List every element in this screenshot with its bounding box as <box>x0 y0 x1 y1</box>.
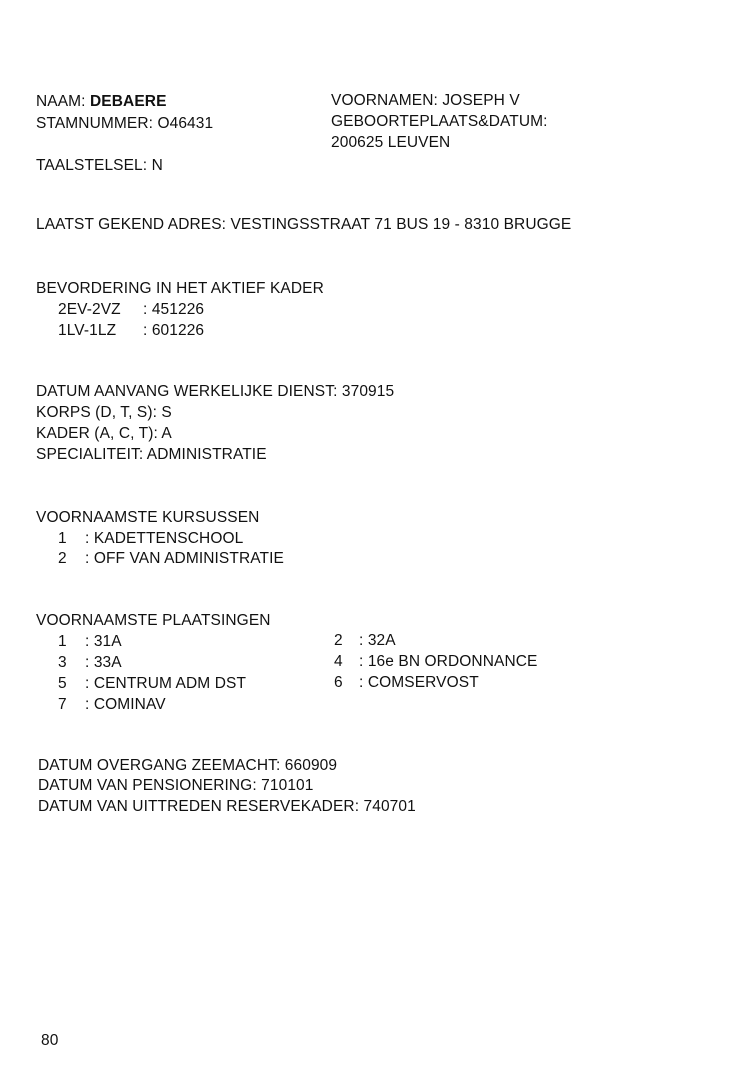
datum-pensionering: DATUM VAN PENSIONERING: 710101 <box>38 777 314 794</box>
plaatsing-text: : 16e BN ORDONNANCE <box>359 653 538 670</box>
plaatsing-num: 6 <box>334 674 343 691</box>
voornamen: VOORNAMEN: JOSEPH V <box>331 92 520 109</box>
plaatsing-text: : 32A <box>359 632 396 649</box>
geboorte-value: 200625 LEUVEN <box>331 134 451 151</box>
kursussen-title: VOORNAAMSTE KURSUSSEN <box>36 509 260 526</box>
bevordering-title: BEVORDERING IN HET AKTIEF KADER <box>36 280 324 297</box>
naam-label: NAAM: <box>36 93 86 110</box>
plaatsing-num: 3 <box>58 654 67 671</box>
plaatsing-num: 1 <box>58 633 67 650</box>
korps: KORPS (D, T, S): S <box>36 404 172 421</box>
bevordering-date: : 451226 <box>143 301 205 318</box>
kursus-text: : OFF VAN ADMINISTRATIE <box>85 550 284 567</box>
plaatsing-num: 4 <box>334 653 343 670</box>
bevordering-date: : 601226 <box>143 322 205 339</box>
plaatsing-text: : COMINAV <box>85 696 166 713</box>
kursus-text: : KADETTENSCHOOL <box>85 530 244 547</box>
datum-aanvang: DATUM AANVANG WERKELIJKE DIENST: 370915 <box>36 383 395 400</box>
plaatsing-num: 2 <box>334 632 343 649</box>
taalstelsel: TAALSTELSEL: N <box>36 157 163 174</box>
naam-line <box>36 92 167 112</box>
geboorte-label: GEBOORTEPLAATS&DATUM: <box>331 113 548 130</box>
plaatsingen-title: VOORNAAMSTE PLAATSINGEN <box>36 612 271 629</box>
datum-zeemacht: DATUM OVERGANG ZEEMACHT: 660909 <box>38 757 338 774</box>
kursus-num: 1 <box>58 530 67 547</box>
bevordering-rank: 2EV-2VZ <box>58 301 121 318</box>
stamnummer: STAMNUMMER: O46431 <box>36 115 214 132</box>
kursus-num: 2 <box>58 550 67 567</box>
naam-value: DEBAERE <box>90 93 167 110</box>
bevordering-rank: 1LV-1LZ <box>58 322 117 339</box>
plaatsing-text: : 33A <box>85 654 122 671</box>
plaatsing-num: 7 <box>58 696 67 713</box>
page-number: 80 <box>41 1032 59 1049</box>
plaatsing-num: 5 <box>58 675 67 692</box>
kader: KADER (A, C, T): A <box>36 425 172 442</box>
plaatsing-text: : CENTRUM ADM DST <box>85 675 247 692</box>
datum-reservekader: DATUM VAN UITTREDEN RESERVEKADER: 740701 <box>38 798 416 815</box>
adres: LAATST GEKEND ADRES: VESTINGSSTRAAT 71 BUS 19 - 8310 BRUGGE <box>36 216 572 233</box>
plaatsing-text: : COMSERVOST <box>359 674 479 691</box>
plaatsing-text: : 31A <box>85 633 122 650</box>
specialiteit: SPECIALITEIT: ADMINISTRATIE <box>36 446 267 463</box>
